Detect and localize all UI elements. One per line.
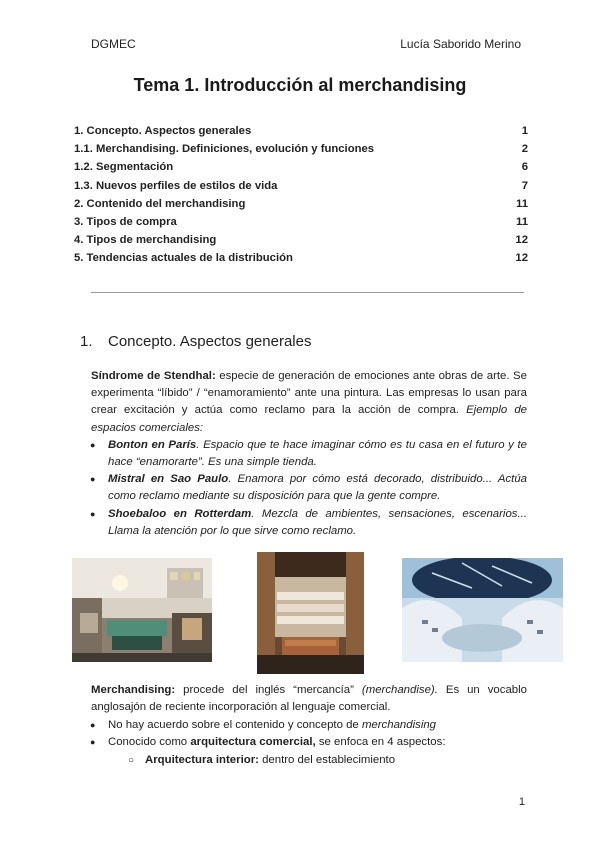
merchandising-list	[91, 717, 527, 752]
example-name: Bonton en París	[108, 438, 197, 451]
header-author: Lucía Saborido Merino	[400, 37, 521, 51]
toc-row[interactable]	[74, 195, 528, 213]
toc-label: 1.2. Segmentación	[74, 161, 174, 174]
examples-list	[91, 437, 527, 540]
toc-label: 5. Tendencias actuales de la distribución	[74, 252, 293, 265]
toc-page: 7	[521, 179, 528, 192]
toc-row[interactable]	[74, 177, 528, 195]
toc-label: 1. Concepto. Aspectos generales	[74, 125, 252, 137]
toc-row[interactable]	[74, 140, 528, 158]
toc-label: 1.1. Merchandising. Definiciones, evolución y funciones	[74, 143, 375, 156]
toc-page: 11	[516, 215, 528, 228]
section-title: Concepto. Aspectos generales	[108, 333, 312, 350]
list-item	[91, 506, 527, 540]
toc-page: 1	[521, 125, 528, 137]
example-text: . Espacio que te hace imaginar cómo es tu casa en el futuro y te hace “enamorarte”. Es una simple tienda.	[108, 438, 527, 469]
toc-page: 6	[521, 161, 528, 174]
stendhal-example-label: Ejemplo de espacios comerciales:	[91, 404, 527, 434]
toc-label: 1.3. Nuevos perfiles de estilos de vida	[74, 179, 278, 192]
toc-label: 4. Tipos de merchandising	[74, 234, 217, 247]
stendhal-paragraph	[91, 368, 527, 437]
example-name: Shoebaloo en Rotterdam	[108, 507, 252, 520]
store-photos	[0, 556, 600, 674]
merchandising-block	[91, 682, 527, 769]
list-item	[91, 437, 527, 471]
toc-page: 2	[521, 143, 528, 156]
example-text: . Mezcla de ambientes, sensaciones, escenarios... Llama la atención por lo que sirve como reclamo.	[108, 507, 527, 537]
list-item	[91, 471, 527, 505]
stendhal-definition: especie de generación de emociones ante obras de arte. Se experimenta “líbido” / “enamoramiento” ante una pintura. Las empresas lo usan para crear excitación y actúa como reclamo para la acción de compra.	[91, 370, 527, 417]
toc-row[interactable]	[74, 249, 528, 267]
page-number: 1	[518, 796, 525, 808]
merchandising-def-italic: (merchandise).	[361, 684, 438, 696]
document-title: Tema 1. Introducción al merchandising	[133, 75, 467, 95]
list-item	[91, 734, 527, 751]
merchandising-term: Merchandising:	[91, 684, 176, 696]
merchandising-def-b: Es un vocablo anglosajón de reciente incorporación al lenguaje comercial.	[91, 684, 527, 714]
bonton-store-photo	[72, 558, 212, 662]
horizontal-divider	[91, 292, 524, 293]
merchandising-paragraph	[91, 682, 527, 717]
example-name: Mistral en Sao Paulo	[108, 473, 229, 486]
table-of-contents	[74, 122, 528, 268]
bullet-italic: merchandising	[361, 718, 437, 731]
sub-list-item	[91, 752, 527, 769]
toc-page: 12	[515, 252, 528, 265]
bullet-text: No hay acuerdo sobre el contenido y concepto de	[108, 718, 362, 731]
bullet-bold: arquitectura comercial,	[190, 736, 316, 749]
header-course: DGMEC	[91, 37, 136, 51]
stendhal-block	[91, 368, 527, 540]
toc-row[interactable]	[74, 122, 528, 140]
toc-row[interactable]	[74, 158, 528, 176]
toc-label: 2. Contenido del merchandising	[74, 197, 246, 210]
toc-label: 3. Tipos de compra	[74, 215, 177, 228]
shoebaloo-store-photo	[402, 558, 563, 662]
stendhal-term: Síndrome de Stendhal:	[91, 370, 216, 382]
merchandising-def-a: procede del inglés “mercancía”	[175, 684, 362, 696]
section-heading	[80, 333, 311, 350]
section-number: 1.	[80, 333, 93, 350]
list-item	[91, 717, 527, 734]
bullet-rest: se enfoca en 4 aspectos:	[315, 736, 446, 749]
toc-row[interactable]	[74, 213, 528, 231]
sub-bold: Arquitectura interior:	[145, 753, 259, 766]
toc-row[interactable]	[74, 231, 528, 249]
example-text: . Enamora por cómo está decorado, distribuido... Actúa como reclamo mediante su disposición para que la gente compre.	[108, 473, 527, 503]
mistral-store-photo	[257, 552, 364, 674]
bullet-text: Conocido como	[108, 736, 191, 749]
toc-page: 11	[516, 197, 528, 210]
toc-page: 12	[515, 234, 528, 247]
sub-text: dentro del establecimiento	[258, 753, 396, 766]
